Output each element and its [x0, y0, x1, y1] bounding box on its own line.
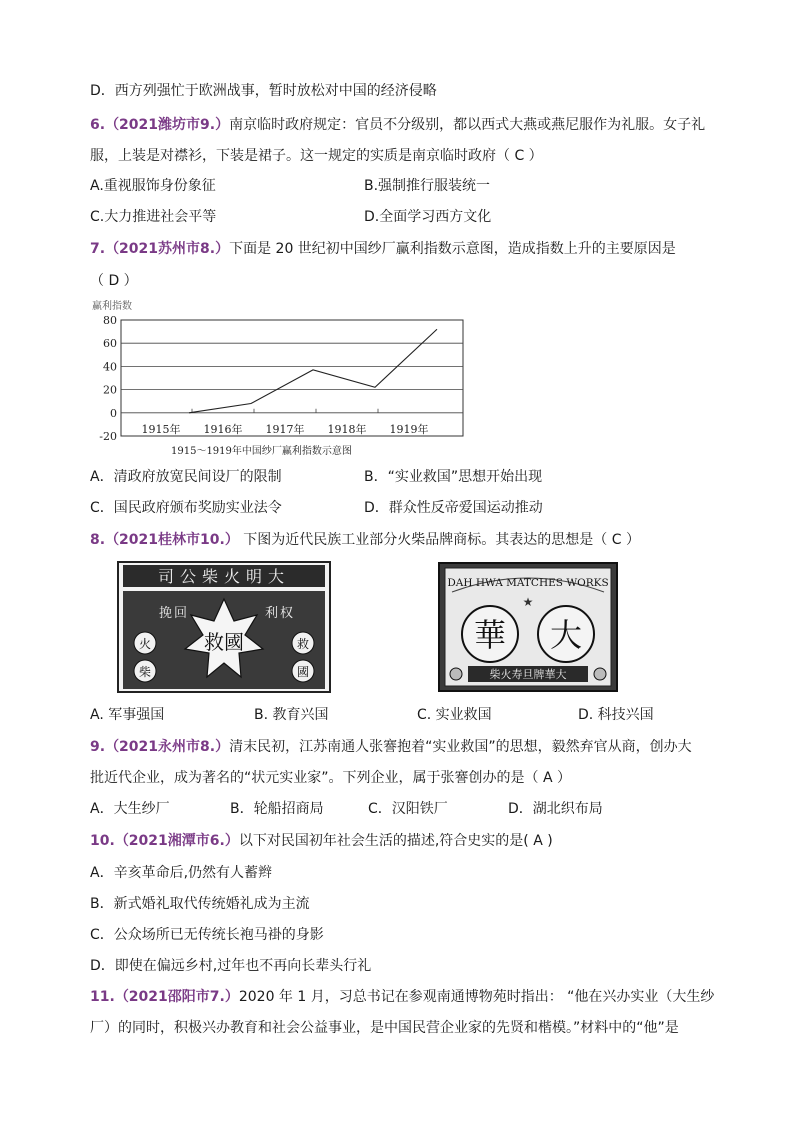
- logo1-char: 权: [280, 606, 294, 621]
- logo2-left-char: 華: [473, 616, 507, 654]
- question-9-line-1: [90, 736, 692, 758]
- question-number: 7.: [90, 241, 106, 257]
- q7-option-a: A．清政府放宽民间设厂的限制: [90, 469, 282, 485]
- y-tick-label: 40: [103, 360, 117, 374]
- logo1-center-text: 救國: [204, 630, 244, 654]
- x-tick-label: 1919年: [389, 422, 429, 436]
- x-tick-label: 1916年: [203, 422, 243, 436]
- question-7-line-1: [90, 238, 676, 260]
- question-text: 下图为近代民族工业部分火柴品牌商标。其表达的思想是（ C ）: [238, 532, 640, 548]
- profit-index-chart: [88, 293, 468, 461]
- q8-option-a: A. 军事强国: [90, 707, 165, 723]
- chart-ylabel: 赢利指数: [92, 301, 132, 312]
- question-source: （2021永州市8.）: [105, 739, 230, 755]
- y-tick-label: 0: [110, 406, 117, 420]
- question-text: 清末民初，江苏南通人张謇抱着“实业救国”的思想，毅然弃官从商，创办大: [229, 739, 692, 755]
- question-text: 以下对民国初年社会生活的描述,符合史实的是( A ): [238, 833, 553, 849]
- question-8-line-1: [90, 529, 640, 551]
- q9-option-b: B．轮船招商局: [230, 801, 324, 817]
- question-number: 11.: [90, 989, 115, 1005]
- y-tick-label: -20: [99, 430, 117, 443]
- question-number: 8.: [90, 532, 106, 548]
- question-source: （2021邵阳市7.）: [114, 989, 239, 1005]
- q6-option-c: C.大力推进社会平等: [90, 209, 217, 225]
- question-10-line-1: [90, 830, 553, 852]
- logo1-char: 國: [296, 665, 310, 679]
- q10-option-c: C．公众场所已无传统长袍马褂的身影: [90, 927, 324, 943]
- q6-option-a: A.重视服饰身份象征: [90, 178, 216, 194]
- q6-option-b: B.强制推行服装统一: [364, 178, 491, 194]
- question-number: 10.: [90, 833, 115, 849]
- q7-option-b: B．“实业救国”思想开始出现: [364, 469, 543, 485]
- question-6-line-2: 服，上装是对襟衫，下装是裙子。这一规定的实质是南京临时政府（ C ）: [90, 148, 543, 164]
- logo1-char: 柴: [138, 665, 152, 679]
- question-number: 6.: [90, 117, 106, 133]
- chart-title: 1915～1919年中国纱厂赢利指数示意图: [171, 446, 352, 457]
- question-source: （2021湘潭市6.）: [114, 833, 239, 849]
- question-text: 2020 年 1 月，习总书记在参观南通博物苑时指出： “他在兴办实业（大生纱: [238, 989, 715, 1005]
- q9-option-a: A．大生纱厂: [90, 801, 170, 817]
- q7-option-c: C．国民政府颁布奖励实业法令: [90, 500, 282, 516]
- logo2-top-text: DAH HWA MATCHES WORKS: [447, 577, 609, 589]
- question-number: 9.: [90, 739, 106, 755]
- q8-option-d: D. 科技兴国: [578, 707, 654, 723]
- logo1-char: 回: [174, 606, 188, 621]
- y-tick-label: 80: [103, 314, 117, 327]
- logo1-char: 火: [138, 637, 152, 651]
- question-11-line-2: 厂）的同时，积极兴办教育和社会公益事业，是中国民营企业家的先贤和楷模。”材料中的“他”是: [90, 1020, 679, 1036]
- q10-option-a: A．辛亥革命后,仍然有人蓄辫: [90, 865, 273, 881]
- logo1-char: 挽: [159, 606, 173, 621]
- q10-option-b: B．新式婚礼取代传统婚礼成为主流: [90, 896, 310, 912]
- q7-option-d: D．群众性反帝爱国运动推动: [364, 500, 543, 516]
- question-text: 下面是 20 世纪初中国纱厂赢利指数示意图，造成指数上升的主要原因是: [229, 241, 676, 257]
- logo2-star-icon: ★: [522, 595, 534, 609]
- question-source: （2021潍坊市9.）: [105, 117, 230, 133]
- y-tick-label: 60: [103, 337, 117, 351]
- logo1-char: 利: [265, 606, 279, 621]
- x-tick-label: 1915年: [141, 422, 181, 436]
- plot-frame: [121, 320, 463, 436]
- y-tick-label: 20: [103, 383, 117, 397]
- logo1-top-text: 司公柴火明大: [157, 567, 291, 586]
- q8-option-b: B. 教育兴国: [254, 707, 329, 723]
- match-logo-2: [438, 562, 618, 692]
- question-source: （2021桂林市10.）: [105, 532, 239, 548]
- question-7-answer: （ D ）: [90, 273, 138, 289]
- q6-option-d: D.全面学习西方文化: [364, 209, 492, 225]
- logo2-bottom-text: 柴火寿旦牌華大: [489, 668, 567, 681]
- q10-option-d: D．即使在偏远乡村,过年也不再向长辈头行礼: [90, 958, 372, 974]
- question-11-line-1: [90, 986, 714, 1008]
- question-9-line-2: 批近代企业，成为著名的“状元实业家”。下列企业，属于张謇创办的是（ A ）: [90, 770, 571, 786]
- x-tick-label: 1917年: [265, 422, 305, 436]
- q9-option-d: D．湖北织布局: [508, 801, 603, 817]
- x-tick-label: 1918年: [327, 422, 367, 436]
- logo1-char: 救: [296, 637, 310, 651]
- q8-option-c: C. 实业救国: [417, 707, 492, 723]
- match-logo-1: [117, 561, 331, 693]
- series-line: [189, 329, 437, 413]
- question-6-line-1: [90, 114, 705, 136]
- question-5-option-d: D．西方列强忙于欧洲战事，暂时放松对中国的经济侵略: [90, 83, 437, 99]
- logo2-right-char: 大: [549, 616, 583, 654]
- question-source: （2021苏州市8.）: [105, 241, 230, 257]
- q9-option-c: C．汉阳铁厂: [368, 801, 448, 817]
- question-text: 南京临时政府规定：官员不分级别，都以西式大燕或燕尼服作为礼服。女子礼: [229, 117, 706, 133]
